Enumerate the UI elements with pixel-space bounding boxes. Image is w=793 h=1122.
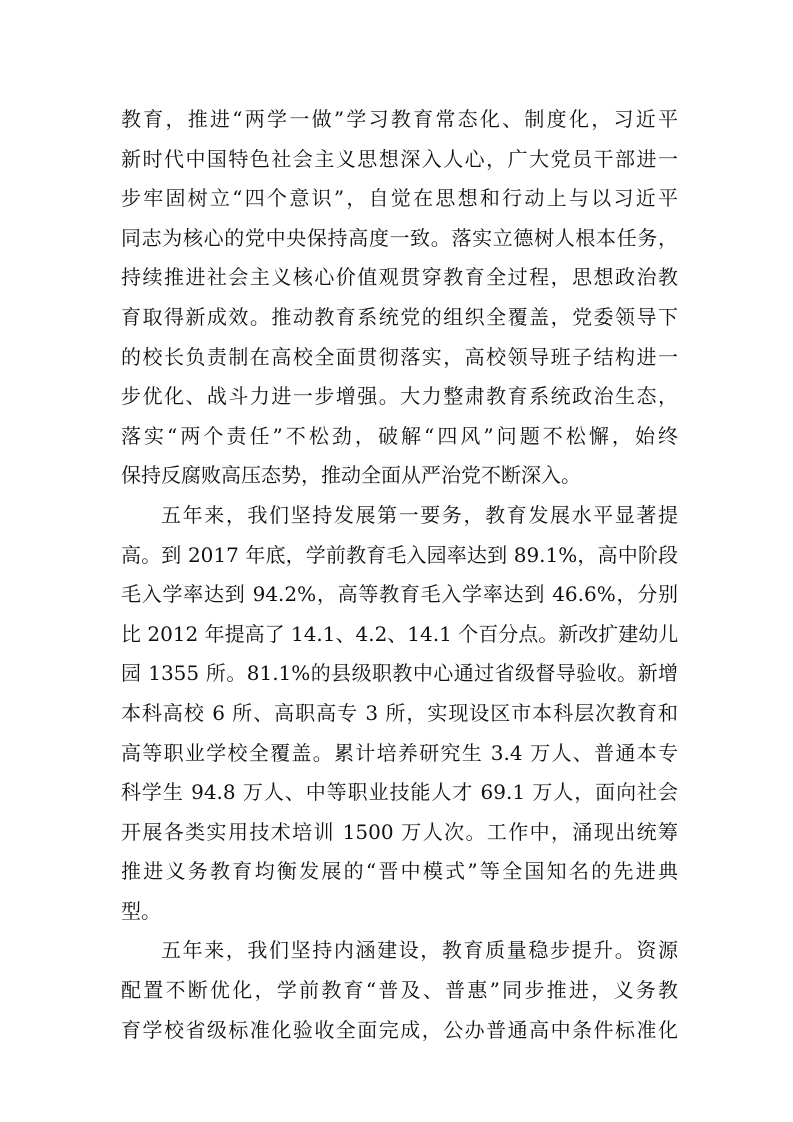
text-line: 五年来，我们坚持内涵建设，教育质量稳步提升。资源 — [161, 938, 678, 963]
body-text — [121, 100, 678, 1050]
text-line: 比 2012 年提高了 14.1、4.2、14.1 个百分点。新改扩建幼儿 — [121, 621, 679, 646]
text-line: 高。到 2017 年底，学前教育毛入园率达到 89.1%，高中阶段 — [121, 542, 678, 567]
paragraph-1 — [121, 100, 678, 496]
text-line: 开展各类实用技术培训 1500 万人次。工作中，涌现出统筹 — [121, 819, 678, 844]
text-line: 步优化、战斗力进一步增强。大力整肃教育系统政治生态， — [121, 384, 678, 409]
text-line: 毛入学率达到 94.2%，高等教育毛入学率达到 46.6%，分别 — [121, 582, 678, 607]
text-line: 配置不断优化，学前教育“普及、普惠”同步推进，义务教 — [121, 978, 678, 1003]
text-line: 园 1355 所。81.1%的县级职教中心通过省级督导验收。新增 — [121, 661, 678, 686]
text-line: 步牢固树立“四个意识”，自觉在思想和行动上与以习近平 — [121, 186, 678, 211]
text-line: 持续推进社会主义核心价值观贯穿教育全过程，思想政治教 — [121, 265, 678, 290]
text-line: 保持反腐败高压态势，推动全面从严治党不断深入。 — [121, 463, 581, 488]
text-line: 育取得新成效。推动教育系统党的组织全覆盖，党委领导下 — [121, 304, 678, 329]
text-line: 五年来，我们坚持发展第一要务，教育发展水平显著提 — [161, 502, 678, 527]
text-line: 新时代中国特色社会主义思想深入人心，广大党员干部进一 — [121, 146, 678, 171]
paragraph-2 — [121, 496, 678, 932]
text-line: 教育，推进“两学一做”学习教育常态化、制度化，习近平 — [121, 107, 678, 131]
text-line: 育学校省级标准化验收全面完成，公办普通高中条件标准化 — [121, 1017, 678, 1042]
text-line: 的校长负责制在高校全面贯彻落实，高校领导班子结构进一 — [121, 344, 678, 369]
text-line: 高等职业学校全覆盖。累计培养研究生 3.4 万人、普通本专 — [121, 740, 678, 765]
text-line: 推进义务教育均衡发展的“晋中模式”等全国知名的先进典 — [121, 859, 678, 884]
text-line: 同志为核心的党中央保持高度一致。落实立德树人根本任务， — [121, 225, 678, 250]
text-line: 科学生 94.8 万人、中等职业技能人才 69.1 万人，面向社会 — [121, 780, 678, 805]
text-line: 型。 — [121, 898, 161, 923]
text-line: 本科高校 6 所、高职高专 3 所，实现设区市本科层次教育和 — [121, 700, 678, 725]
text-line: 落实“两个责任”不松劲，破解“四风”问题不松懈，始终 — [121, 423, 678, 448]
paragraph-3 — [121, 931, 678, 1050]
